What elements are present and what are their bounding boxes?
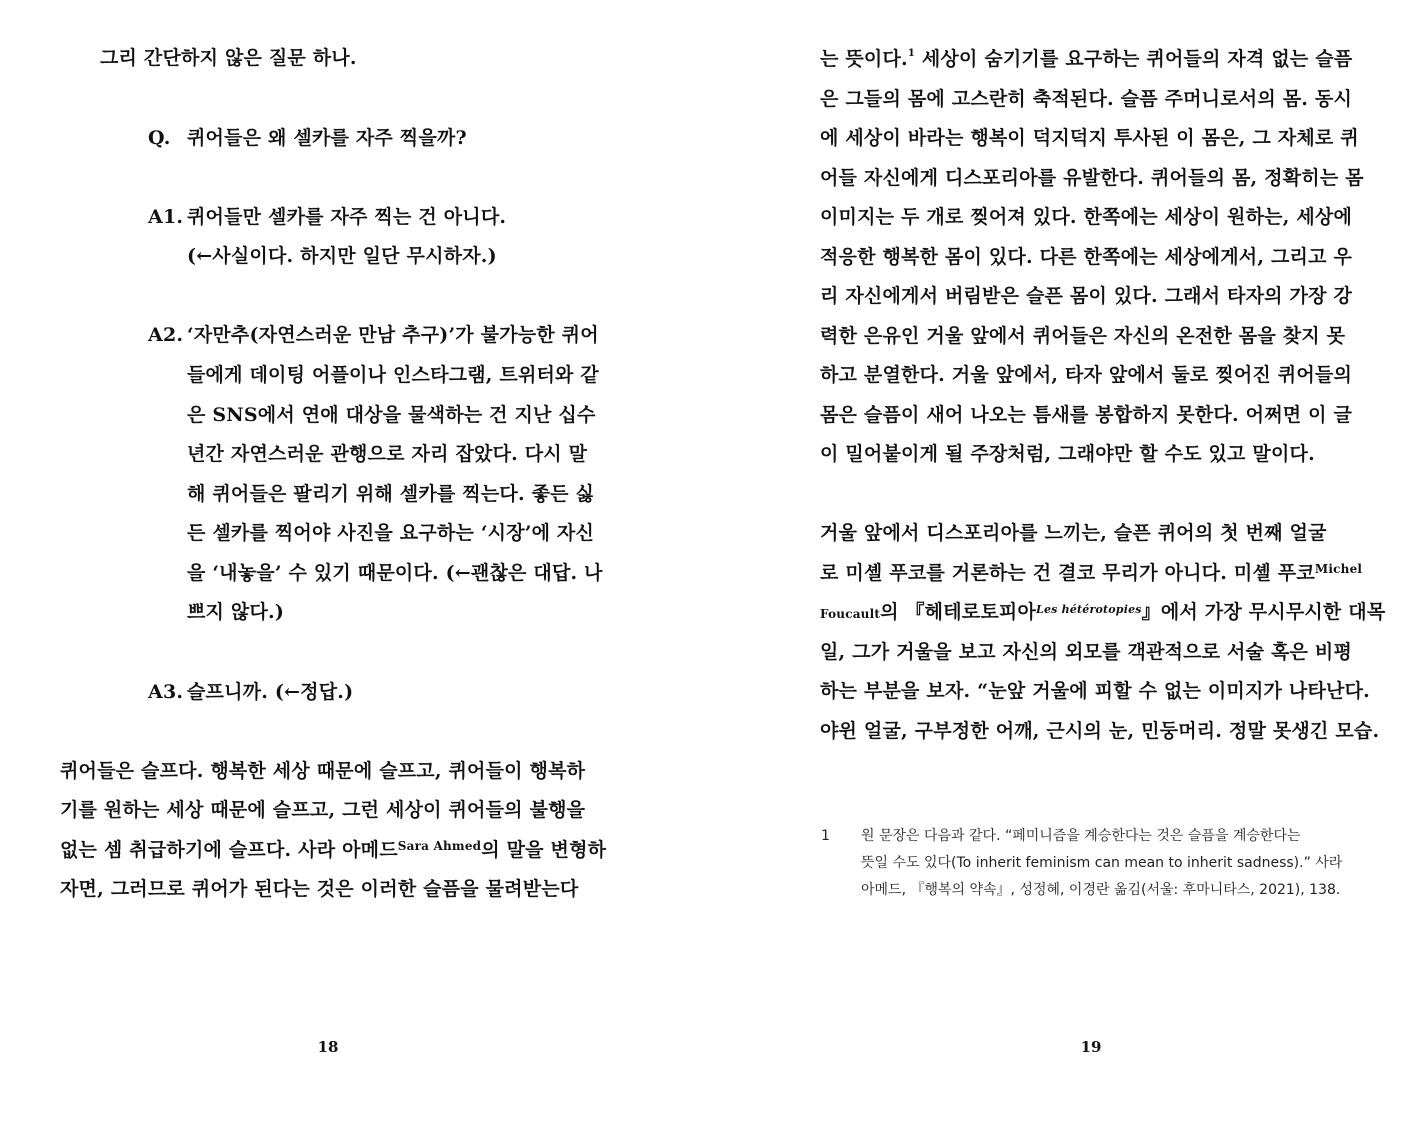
p1-line-11: 이 밀어붙이게 될 주장처럼, 그래야만 할 수도 있고 말이다. xyxy=(820,443,1315,465)
p2-line-1: 거울 앞에서 디스포리아를 느끼는, 슬픈 퀴어의 첫 번째 얼굴 xyxy=(820,522,1327,544)
answer-1-line-2: (←사실이다. 하지만 일단 무시하자.) xyxy=(187,245,497,267)
p1-line-8: 력한 은유인 거울 앞에서 퀴어들은 자신의 온전한 몸을 찾지 못 xyxy=(820,325,1346,347)
page-number-left: 18 xyxy=(317,1038,339,1056)
answer-1-mark: A1. xyxy=(148,206,184,228)
para-line-4: 자면, 그러므로 퀴어가 된다는 것은 이러한 슬픔을 물려받는다 xyxy=(60,878,579,900)
answer-2-line-8: 쁘지 않다.) xyxy=(187,601,285,623)
footnote-line-1: 원 문장은 다음과 같다. “페미니즘을 계승한다는 것은 슬픔을 계승한다는 xyxy=(861,828,1301,844)
answer-2-line-5: 해 퀴어들은 팔리기 위해 셀카를 찍는다. 좋든 싫 xyxy=(187,483,595,505)
question-text: 퀴어들은 왜 셀카를 자주 찍을까? xyxy=(187,127,467,149)
p1-line-7: 리 자신에게서 버림받은 슬픈 몸이 있다. 그래서 타자의 가장 강 xyxy=(820,285,1352,307)
page-number-right: 19 xyxy=(1080,1038,1102,1056)
answer-2-line-6: 든 셀카를 찍어야 사진을 요구하는 ‘시장’에 자신 xyxy=(187,522,595,544)
footnote-ref: 1 xyxy=(907,48,916,59)
author-name-michel: Michel xyxy=(1314,562,1363,576)
p2-line-4: 일, 그가 거울을 보고 자신의 외모를 객관적으로 서술 혹은 비평 xyxy=(820,641,1352,663)
answer-1-line-1: A1. 퀴어들만 셀카를 자주 찍는 건 아니다. xyxy=(148,206,507,228)
para-line-3: 없는 셈 취급하기에 슬프다. 사라 아메드$^{Sara Ahmed}$의 말을 변형하 xyxy=(60,839,607,861)
answer-2-line-7: 을 ‘내놓을’ 수 있기 때문이다. (←괜찮은 대답. 나 xyxy=(187,562,603,584)
p2-line-6: 야윈 얼굴, 구부정한 어깨, 근시의 눈, 민둥머리. 정말 못생긴 모습. xyxy=(820,720,1380,742)
answer-3: A3. 슬프니까. (←정답.) xyxy=(148,681,354,703)
book-title-original: Les hétérotopies xyxy=(1036,603,1142,616)
footnote-number: 1 xyxy=(821,828,830,844)
p1-line-2: 은 그들의 몸에 고스란히 축적된다. 슬픔 주머니로서의 몸. 동시 xyxy=(820,88,1352,110)
footnote-line-3: 아메드, 『행복의 약속』, 성정혜, 이경란 옮김(서울: 후마니타스, 2021), 138. xyxy=(861,882,1341,898)
right-page xyxy=(709,0,1417,1122)
para-line-1: 퀴어들은 슬프다. 행복한 세상 때문에 슬프고, 퀴어들이 행복하 xyxy=(60,760,586,782)
author-name-sara-ahmed: Sara Ahmed xyxy=(397,839,482,853)
p2-line-2: 로 미셸 푸코를 거론하는 건 결코 무리가 아니다. 미셸 푸코$^{Michel}$ xyxy=(820,562,1363,584)
p2-line-5: 하는 부분을 보자. “눈앞 거울에 피할 수 없는 이미지가 나타난다. xyxy=(820,680,1370,702)
intro-line: 그리 간단하지 않은 질문 하나. xyxy=(100,47,357,69)
question-mark: Q. xyxy=(148,127,171,149)
p1-line-4: 어들 자신에게 디스포리아를 유발한다. 퀴어들의 몸, 정확히는 몸 xyxy=(820,167,1364,189)
answer-2-line-1: A2. ‘자만추(자연스러운 만남 추구)’가 불가능한 퀴어 xyxy=(148,324,599,346)
question xyxy=(148,125,467,151)
p1-line-3: 에 세상이 바라는 행복이 덕지덕지 투사된 이 몸은, 그 자체로 퀴 xyxy=(820,127,1359,149)
answer-2-line-2: 들에게 데이팅 어플이나 인스타그램, 트위터와 같 xyxy=(187,364,599,386)
answer-2-mark: A2. xyxy=(148,324,184,346)
p1-line-6: 적응한 행복한 몸이 있다. 다른 한쪽에는 세상에게서, 그리고 우 xyxy=(820,246,1352,268)
answer-3-mark: A3. xyxy=(148,681,184,703)
answer-2-line-4: 년간 자연스러운 관행으로 자리 잡았다. 다시 말 xyxy=(187,443,588,465)
footnote-line-2: 뜻일 수도 있다(To inherit feminism can mean to inherit sadness).” 사라 xyxy=(861,855,1343,871)
p1-line-9: 하고 분열한다. 거울 앞에서, 타자 앞에서 둘로 찢어진 퀴어들의 xyxy=(820,364,1352,386)
answer-2-line-3: 은 SNS에서 연애 대상을 물색하는 건 지난 십수 xyxy=(187,404,596,426)
author-name-foucault: Foucault xyxy=(820,607,881,621)
p1-line-1: 는 뜻이다.$^1$ 세상이 숨기기를 요구하는 퀴어들의 자격 없는 슬픔 xyxy=(820,48,1353,70)
p2-line-3: Foucault의 『헤테로토피아$^{Les hétérotopies}$』에서 가장 무시무시한 대목 xyxy=(820,601,1386,623)
para-line-2: 기를 원하는 세상 때문에 슬프고, 그런 세상이 퀴어들의 불행을 xyxy=(60,799,586,821)
left-page xyxy=(0,0,708,1122)
p1-line-5: 이미지는 두 개로 찢어져 있다. 한쪽에는 세상이 원하는, 세상에 xyxy=(820,206,1352,228)
p1-line-10: 몸은 슬픔이 새어 나오는 틈새를 봉합하지 못한다. 어쩌면 이 글 xyxy=(820,404,1352,426)
